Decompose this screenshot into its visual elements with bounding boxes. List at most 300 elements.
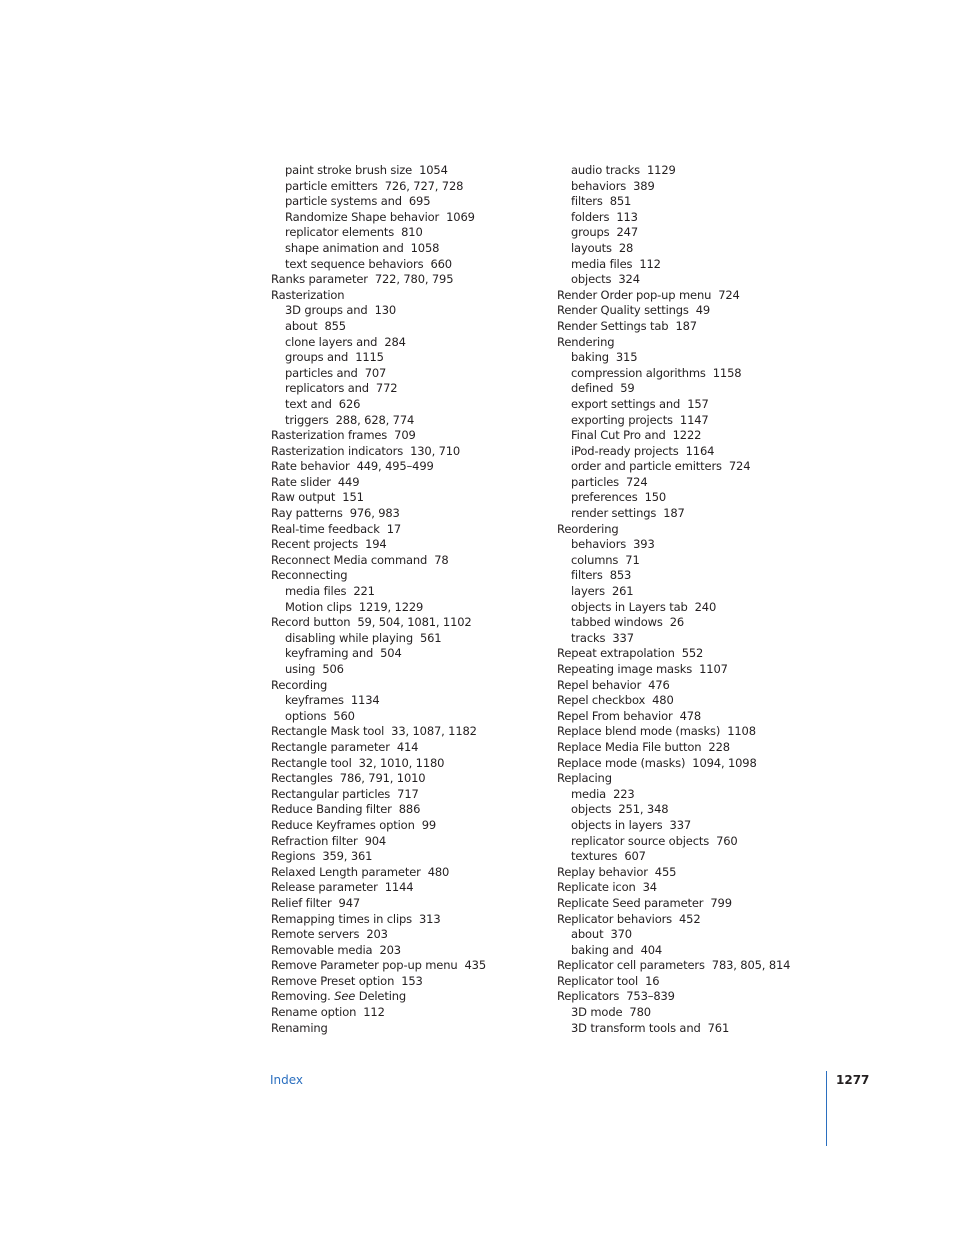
index-term: Rectangle Mask tool bbox=[271, 724, 385, 739]
index-subentry bbox=[557, 568, 847, 584]
index-entry bbox=[271, 989, 561, 1005]
index-entry bbox=[271, 1005, 561, 1021]
index-entry bbox=[271, 927, 561, 943]
index-page-refs: 780 bbox=[629, 1005, 651, 1020]
index-term: Replace Media File button bbox=[557, 739, 702, 754]
index-entry bbox=[557, 896, 847, 912]
index-subentry bbox=[557, 366, 847, 382]
index-page-refs: 660 bbox=[430, 256, 452, 271]
index-term: triggers bbox=[285, 412, 329, 427]
index-page-refs: 33, 1087, 1182 bbox=[391, 724, 477, 739]
index-page-refs: 288, 628, 774 bbox=[335, 412, 415, 427]
index-page-refs: 1058 bbox=[410, 240, 440, 255]
index-term: particles and bbox=[285, 365, 358, 380]
index-page-refs: 157 bbox=[687, 396, 709, 411]
index-page-refs: 71 bbox=[625, 552, 640, 567]
index-term: columns bbox=[571, 552, 619, 567]
index-term: about bbox=[571, 927, 604, 942]
index-term: text sequence behaviors bbox=[285, 256, 424, 271]
index-page-refs: 851 bbox=[609, 194, 632, 209]
index-subentry bbox=[557, 257, 847, 273]
index-entry bbox=[271, 958, 561, 974]
index-term: order and particle emitters bbox=[571, 459, 722, 474]
index-term: Rate slider bbox=[271, 474, 331, 489]
index-term: groups and bbox=[285, 350, 349, 365]
index-entry bbox=[271, 912, 561, 928]
index-term: behaviors bbox=[571, 178, 627, 193]
index-term: Replace blend mode (masks) bbox=[557, 724, 721, 739]
index-entry bbox=[557, 865, 847, 881]
index-term: Replicator tool bbox=[557, 973, 639, 988]
index-page-refs: 1147 bbox=[679, 412, 709, 427]
index-entry bbox=[271, 459, 561, 475]
index-term: Recent projects bbox=[271, 537, 359, 552]
index-page-refs: 130, 710 bbox=[410, 443, 461, 458]
index-entry bbox=[271, 537, 561, 553]
index-page-refs: 435 bbox=[464, 958, 486, 973]
index-page-refs: 476 bbox=[648, 677, 670, 692]
index-term: Ranks parameter bbox=[271, 272, 368, 287]
index-entry bbox=[557, 319, 847, 335]
index-entry bbox=[271, 444, 561, 460]
index-page-refs: 552 bbox=[681, 646, 704, 661]
index-subentry bbox=[557, 210, 847, 226]
index-page-refs: 1164 bbox=[685, 443, 715, 458]
index-page-refs: 753–839 bbox=[626, 989, 675, 1004]
index-term: filters bbox=[571, 194, 603, 209]
index-page-refs: 772 bbox=[375, 381, 398, 396]
index-term: Replicators bbox=[557, 989, 620, 1004]
index-page-refs: 786, 791, 1010 bbox=[339, 771, 426, 786]
index-page-refs: 1054 bbox=[419, 163, 448, 177]
index-subentry bbox=[557, 459, 847, 475]
index-entry bbox=[271, 896, 561, 912]
index-subentry bbox=[557, 241, 847, 257]
index-subentry bbox=[557, 849, 847, 865]
index-term: baking and bbox=[571, 942, 634, 957]
index-term: Rectangle parameter bbox=[271, 739, 390, 754]
index-term: Rasterization bbox=[271, 287, 345, 302]
index-subentry bbox=[557, 475, 847, 491]
index-term: Repeat extrapolation bbox=[557, 646, 675, 661]
index-term: Replacing bbox=[557, 771, 612, 786]
index-term: Relaxed Length parameter bbox=[271, 864, 421, 879]
index-term: Reconnect Media command bbox=[271, 552, 428, 567]
index-term: preferences bbox=[571, 490, 638, 505]
index-page-refs: 855 bbox=[324, 318, 346, 333]
index-subentry bbox=[557, 179, 847, 195]
index-subentry bbox=[271, 600, 561, 616]
index-page-refs: 337 bbox=[612, 630, 634, 645]
index-page-refs: 695 bbox=[408, 194, 431, 209]
index-entry bbox=[271, 787, 561, 803]
index-page-refs: 761 bbox=[707, 1020, 730, 1035]
index-term: keyframing and bbox=[285, 646, 374, 661]
index-page-refs: 228 bbox=[708, 739, 730, 754]
index-subentry bbox=[271, 335, 561, 351]
index-page-refs: 1115 bbox=[355, 350, 384, 365]
index-term: Replay behavior bbox=[557, 864, 648, 879]
index-term: Rendering bbox=[557, 334, 615, 349]
index-page-refs: 1094, 1098 bbox=[692, 755, 757, 770]
index-entry bbox=[271, 740, 561, 756]
index-subentry bbox=[271, 303, 561, 319]
index-term: using bbox=[285, 662, 316, 676]
index-term: layouts bbox=[571, 240, 612, 255]
index-term: Replicate icon bbox=[557, 880, 636, 895]
index-term: Repeating image masks bbox=[557, 662, 693, 676]
index-term: Refraction filter bbox=[271, 833, 358, 848]
index-term: Rename option bbox=[271, 1005, 357, 1020]
index-page-refs: 261 bbox=[611, 584, 634, 599]
index-page-refs: 455 bbox=[654, 864, 677, 879]
index-subentry bbox=[557, 1005, 847, 1021]
index-term: replicator source objects bbox=[571, 833, 710, 848]
index-page-refs: 561 bbox=[419, 630, 442, 645]
index-term: keyframes bbox=[285, 693, 344, 708]
index-entry bbox=[271, 506, 561, 522]
index-subentry bbox=[557, 350, 847, 366]
index-subentry bbox=[271, 350, 561, 366]
index-entry bbox=[271, 771, 561, 787]
index-subentry bbox=[557, 600, 847, 616]
index-term: Release parameter bbox=[271, 880, 378, 895]
index-page-refs: 1107 bbox=[699, 662, 728, 676]
index-page-refs: 113 bbox=[616, 209, 638, 224]
index-subentry bbox=[271, 709, 561, 725]
index-term: compression algorithms bbox=[571, 365, 706, 380]
index-entry bbox=[557, 335, 847, 351]
index-term: particles bbox=[571, 474, 620, 489]
index-entry bbox=[557, 912, 847, 928]
index-column-left bbox=[271, 163, 561, 1036]
index-page-refs: 724 bbox=[626, 474, 648, 489]
index-entry bbox=[557, 880, 847, 896]
index-page-refs: 1144 bbox=[384, 880, 414, 895]
index-page-refs: 17 bbox=[386, 521, 402, 536]
index-subentry bbox=[271, 225, 561, 241]
index-term: objects in layers bbox=[571, 817, 663, 832]
index-subentry bbox=[271, 179, 561, 195]
index-entry bbox=[271, 834, 561, 850]
index-entry bbox=[271, 880, 561, 896]
index-entry bbox=[271, 943, 561, 959]
index-term: baking bbox=[571, 350, 609, 365]
index-subentry bbox=[271, 631, 561, 647]
index-entry bbox=[557, 709, 847, 725]
index-page-refs: 449, 495–499 bbox=[356, 459, 434, 474]
index-term: Reduce Keyframes option bbox=[271, 817, 415, 832]
index-page-refs: 187 bbox=[663, 506, 685, 521]
index-subentry bbox=[557, 584, 847, 600]
index-term: Repel behavior bbox=[557, 677, 642, 692]
index-subentry bbox=[557, 537, 847, 553]
index-page-refs: 480 bbox=[427, 864, 450, 879]
index-term: replicator elements bbox=[285, 225, 395, 240]
index-term: Randomize Shape behavior bbox=[285, 209, 440, 224]
index-subentry bbox=[557, 163, 847, 179]
index-entry bbox=[557, 989, 847, 1005]
index-page-refs: 799 bbox=[710, 895, 732, 910]
index-term: Remote servers bbox=[271, 927, 360, 942]
index-term: about bbox=[285, 318, 318, 333]
footer-section-label: Index bbox=[270, 1073, 304, 1087]
index-subentry bbox=[557, 787, 847, 803]
index-page-refs: 1129 bbox=[646, 163, 676, 177]
index-page-refs: 59, 504, 1081, 1102 bbox=[357, 615, 472, 630]
index-subentry bbox=[557, 444, 847, 460]
index-subentry bbox=[557, 506, 847, 522]
index-subentry bbox=[557, 615, 847, 631]
index-subentry bbox=[271, 319, 561, 335]
index-entry bbox=[271, 724, 561, 740]
index-term: particle emitters bbox=[285, 178, 378, 193]
index-subentry bbox=[557, 927, 847, 943]
index-page-refs: 150 bbox=[644, 490, 667, 505]
index-column-right bbox=[557, 163, 847, 1036]
index-term: 3D transform tools and bbox=[571, 1020, 701, 1035]
index-term: objects bbox=[571, 272, 612, 287]
index-page-refs: 284 bbox=[384, 334, 406, 349]
index-page-refs: 247 bbox=[616, 225, 638, 240]
index-page-refs: 151 bbox=[342, 490, 364, 505]
index-subentry bbox=[271, 693, 561, 709]
index-term: Rasterization indicators bbox=[271, 443, 404, 458]
index-term: media files bbox=[571, 256, 633, 271]
index-term: folders bbox=[571, 209, 610, 224]
index-page-refs: 1158 bbox=[712, 365, 742, 380]
index-term: Relief filter bbox=[271, 895, 332, 910]
index-entry bbox=[271, 818, 561, 834]
index-page-refs: 1222 bbox=[672, 428, 702, 443]
index-page-refs: 726, 727, 728 bbox=[384, 178, 464, 193]
index-page-refs: 449 bbox=[337, 474, 360, 489]
index-term: export settings and bbox=[571, 396, 681, 411]
index-entry bbox=[557, 771, 847, 787]
index-entry bbox=[271, 849, 561, 865]
index-page-refs: 223 bbox=[613, 786, 635, 801]
index-page-refs: 393 bbox=[633, 537, 655, 552]
index-term: tabbed windows bbox=[571, 615, 663, 630]
index-subentry bbox=[271, 366, 561, 382]
index-entry bbox=[271, 522, 561, 538]
index-entry bbox=[271, 1021, 561, 1037]
index-page-refs: 783, 805, 814 bbox=[711, 958, 791, 973]
index-page-refs: 153 bbox=[401, 973, 423, 988]
index-term: Render Order pop-up menu bbox=[557, 287, 712, 302]
index-term: Remapping times in clips bbox=[271, 911, 413, 926]
index-page-refs: 607 bbox=[624, 849, 646, 864]
index-subentry bbox=[557, 413, 847, 429]
index-entry bbox=[557, 288, 847, 304]
index-page-refs: 389 bbox=[633, 178, 655, 193]
index-entry bbox=[271, 288, 561, 304]
index-term: Remove Preset option bbox=[271, 973, 395, 988]
index-page-refs: 49 bbox=[695, 303, 711, 318]
index-subentry bbox=[271, 257, 561, 273]
index-see-target: Deleting bbox=[358, 989, 407, 1004]
index-entry bbox=[271, 678, 561, 694]
index-page-refs: 478 bbox=[679, 708, 702, 723]
index-entry bbox=[271, 490, 561, 506]
index-subentry bbox=[557, 397, 847, 413]
index-page-refs: 810 bbox=[401, 225, 423, 240]
index-term: Replace mode (masks) bbox=[557, 755, 686, 770]
index-page-refs: 359, 361 bbox=[322, 849, 373, 864]
index-page-refs: 194 bbox=[365, 537, 387, 552]
index-page-refs: 324 bbox=[618, 272, 640, 287]
index-entry bbox=[271, 974, 561, 990]
index-page-refs: 404 bbox=[640, 942, 663, 957]
index-subentry bbox=[557, 631, 847, 647]
index-page-refs: 724 bbox=[718, 287, 740, 302]
index-subentry bbox=[557, 381, 847, 397]
index-page-refs: 99 bbox=[421, 817, 437, 832]
index-entry bbox=[557, 303, 847, 319]
index-term: particle systems and bbox=[285, 194, 402, 209]
index-page-refs: 112 bbox=[639, 256, 661, 271]
index-term: Replicator cell parameters bbox=[557, 958, 705, 973]
index-entry bbox=[557, 756, 847, 772]
index-subentry bbox=[271, 413, 561, 429]
index-term: Render Settings tab bbox=[557, 318, 669, 333]
index-page-refs: 707 bbox=[364, 365, 387, 380]
index-term: textures bbox=[571, 849, 618, 864]
index-entry bbox=[271, 568, 561, 584]
index-subentry bbox=[557, 943, 847, 959]
index-term: Reconnecting bbox=[271, 568, 348, 583]
index-page-refs: 187 bbox=[675, 318, 697, 333]
index-page-refs: 717 bbox=[397, 786, 419, 801]
index-page-refs: 626 bbox=[338, 396, 361, 411]
index-term: Motion clips bbox=[285, 599, 352, 614]
index-entry bbox=[557, 522, 847, 538]
index-page-refs: 560 bbox=[333, 708, 355, 723]
index-page-refs: 251, 348 bbox=[618, 802, 669, 817]
index-entry bbox=[271, 865, 561, 881]
index-page-refs: 28 bbox=[618, 240, 634, 255]
index-page-refs: 112 bbox=[363, 1005, 385, 1020]
index-term: Removing. bbox=[271, 989, 331, 1004]
index-page-refs: 760 bbox=[716, 833, 738, 848]
index-term: Remove Parameter pop-up menu bbox=[271, 958, 458, 973]
index-term: disabling while playing bbox=[285, 630, 413, 645]
index-page-refs: 315 bbox=[615, 350, 638, 365]
index-term: Regions bbox=[271, 849, 316, 864]
index-page-refs: 240 bbox=[694, 599, 717, 614]
index-subentry bbox=[557, 490, 847, 506]
index-term: Rate behavior bbox=[271, 459, 350, 474]
index-entry bbox=[271, 756, 561, 772]
index-term: Reordering bbox=[557, 521, 619, 536]
index-term: render settings bbox=[571, 506, 657, 521]
index-subentry bbox=[557, 428, 847, 444]
index-subentry bbox=[271, 662, 561, 678]
index-subentry bbox=[271, 397, 561, 413]
index-page-refs: 886 bbox=[398, 802, 421, 817]
index-page-refs: 1219, 1229 bbox=[358, 599, 424, 614]
index-term: Repel From behavior bbox=[557, 708, 673, 723]
index-page-refs: 853 bbox=[609, 568, 632, 583]
footer-divider bbox=[826, 1071, 827, 1146]
index-subentry bbox=[557, 802, 847, 818]
index-page-refs: 313 bbox=[419, 911, 441, 926]
index-subentry bbox=[557, 553, 847, 569]
index-term: Recording bbox=[271, 677, 328, 692]
index-term: options bbox=[285, 708, 327, 723]
index-page-refs: 480 bbox=[652, 693, 674, 708]
index-subentry bbox=[271, 194, 561, 210]
index-term: Rectangle tool bbox=[271, 755, 352, 770]
index-term: 3D groups and bbox=[285, 303, 368, 318]
index-page-refs: 370 bbox=[610, 927, 632, 942]
index-entry bbox=[557, 740, 847, 756]
index-term: shape animation and bbox=[285, 240, 404, 255]
index-term: Reduce Banding filter bbox=[271, 802, 392, 817]
index-page-refs: 709 bbox=[394, 428, 416, 443]
index-page-refs: 203 bbox=[379, 942, 401, 957]
index-page-refs: 34 bbox=[642, 880, 657, 895]
index-page-refs: 26 bbox=[669, 615, 685, 630]
index-see-reference: See bbox=[334, 989, 356, 1004]
index-page-refs: 59 bbox=[620, 381, 635, 396]
index-term: Repel checkbox bbox=[557, 693, 646, 708]
index-page-refs: 130 bbox=[374, 303, 397, 318]
index-page-refs: 1108 bbox=[727, 724, 756, 739]
index-term: groups bbox=[571, 225, 610, 240]
index-term: Removable media bbox=[271, 942, 373, 957]
index-entry bbox=[557, 958, 847, 974]
index-term: media files bbox=[285, 584, 347, 599]
index-term: Record button bbox=[271, 615, 351, 630]
index-entry bbox=[271, 475, 561, 491]
index-term: layers bbox=[571, 584, 605, 599]
index-term: paint stroke brush size bbox=[285, 163, 413, 177]
index-page-refs: 32, 1010, 1180 bbox=[358, 755, 445, 770]
index-term: Real-time feedback bbox=[271, 521, 380, 536]
index-entry bbox=[271, 272, 561, 288]
index-page-refs: 337 bbox=[669, 817, 692, 832]
index-subentry bbox=[271, 584, 561, 600]
index-term: Renaming bbox=[271, 1020, 328, 1035]
index-term: Rectangles bbox=[271, 771, 333, 786]
index-subentry bbox=[557, 225, 847, 241]
index-entry bbox=[557, 974, 847, 990]
index-term: Render Quality settings bbox=[557, 303, 689, 318]
index-term: Ray patterns bbox=[271, 506, 343, 521]
index-subentry bbox=[557, 1021, 847, 1037]
page-number: 1277 bbox=[836, 1073, 870, 1087]
index-page-refs: 1069 bbox=[446, 209, 475, 224]
index-subentry bbox=[557, 834, 847, 850]
index-term: defined bbox=[571, 381, 614, 396]
index-page-refs: 203 bbox=[366, 927, 388, 942]
index-subentry bbox=[557, 818, 847, 834]
index-term: replicators and bbox=[285, 381, 369, 396]
index-page-refs: 904 bbox=[364, 833, 387, 848]
index-term: 3D mode bbox=[571, 1005, 623, 1020]
index-term: audio tracks bbox=[571, 163, 640, 177]
index-page-refs: 414 bbox=[396, 739, 419, 754]
index-subentry bbox=[271, 646, 561, 662]
index-term: Raw output bbox=[271, 490, 336, 505]
index-term: text and bbox=[285, 396, 332, 411]
index-entry bbox=[271, 428, 561, 444]
index-subentry bbox=[557, 272, 847, 288]
index-subentry bbox=[271, 163, 561, 179]
index-term: tracks bbox=[571, 630, 606, 645]
index-entry bbox=[557, 646, 847, 662]
